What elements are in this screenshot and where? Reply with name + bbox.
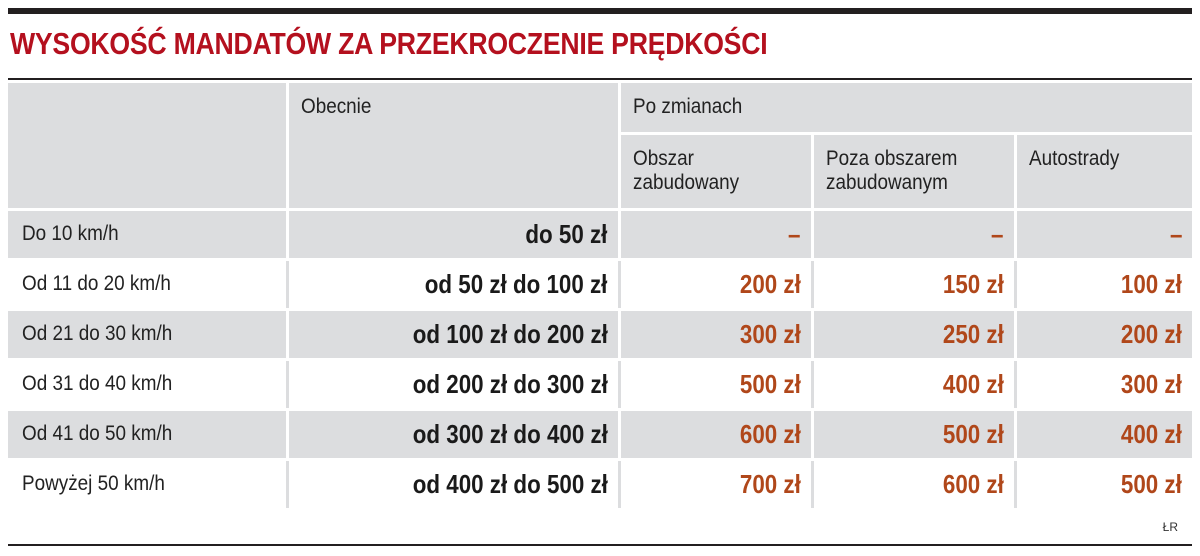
speed-range-cell: Od 21 do 30 km/h (8, 309, 287, 359)
built-up-fine-cell: 300 zł (619, 309, 812, 359)
motorway-fine-cell: 100 zł (1015, 259, 1192, 309)
current-fine-cell: od 200 zł do 300 zł (287, 359, 619, 409)
motorway-fine-cell: 400 zł (1015, 409, 1192, 459)
header-current: Obecnie (287, 83, 619, 209)
top-rule (8, 8, 1192, 14)
outside-fine-cell: – (812, 209, 1015, 259)
outside-fine-cell: 600 zł (812, 459, 1015, 509)
built-up-fine-cell: 200 zł (619, 259, 812, 309)
speed-range-cell: Do 10 km/h (8, 209, 287, 259)
motorway-fine-cell: – (1015, 209, 1192, 259)
table-row (8, 259, 1192, 309)
motorway-fine-cell: 500 zł (1015, 459, 1192, 509)
built-up-fine-cell: 500 zł (619, 359, 812, 409)
table-row (8, 409, 1192, 459)
speed-range-cell: Od 41 do 50 km/h (8, 409, 287, 459)
speed-range-cell: Powyżej 50 km/h (8, 459, 287, 509)
table-row (8, 209, 1192, 259)
current-fine-cell: od 50 zł do 100 zł (287, 259, 619, 309)
bottom-rule (8, 544, 1192, 546)
built-up-fine-cell: 600 zł (619, 409, 812, 459)
current-fine-cell: od 100 zł do 200 zł (287, 309, 619, 359)
header-built-up-area: Obszar zabudowany (619, 133, 812, 209)
header-speed-column (8, 83, 287, 209)
title-rule (8, 78, 1192, 80)
page-title: WYSOKOŚĆ MANDATÓW ZA PRZEKROCZENIE PRĘDKOŚCI (10, 26, 768, 61)
table-row (8, 459, 1192, 509)
table-row (8, 309, 1192, 359)
credit-initials: ŁR (1162, 520, 1178, 534)
motorway-fine-cell: 200 zł (1015, 309, 1192, 359)
header-motorways: Autostrady (1015, 133, 1192, 209)
header-outside-built-up-area: Poza obszarem zabudowanym (812, 133, 1015, 209)
built-up-fine-cell: – (619, 209, 812, 259)
speed-range-cell: Od 11 do 20 km/h (8, 259, 287, 309)
current-fine-cell: od 300 zł do 400 zł (287, 409, 619, 459)
current-fine-cell: od 400 zł do 500 zł (287, 459, 619, 509)
table-header (8, 83, 1192, 209)
outside-fine-cell: 150 zł (812, 259, 1015, 309)
outside-fine-cell: 400 zł (812, 359, 1015, 409)
fines-table (8, 83, 1192, 511)
outside-fine-cell: 500 zł (812, 409, 1015, 459)
speed-range-cell: Od 31 do 40 km/h (8, 359, 287, 409)
header-after-changes: Po zmianach (619, 83, 1192, 133)
outside-fine-cell: 250 zł (812, 309, 1015, 359)
current-fine-cell: do 50 zł (287, 209, 619, 259)
motorway-fine-cell: 300 zł (1015, 359, 1192, 409)
table-row (8, 359, 1192, 409)
built-up-fine-cell: 700 zł (619, 459, 812, 509)
